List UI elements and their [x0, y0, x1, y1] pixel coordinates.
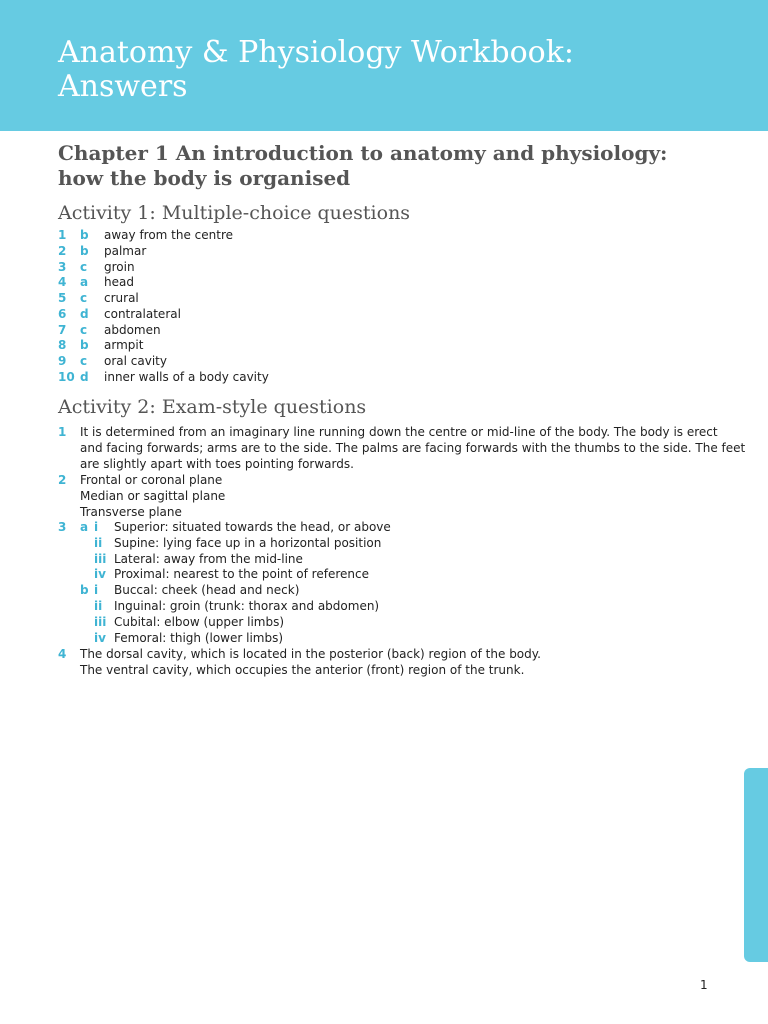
answer-letter: c [80, 259, 88, 274]
part-text: Buccal: cheek (head and neck) [114, 583, 300, 598]
answer-text: oral cavity [104, 354, 167, 368]
answer-line: and facing forwards; arms are to the side. The palms are facing forwards with the thumbs to the side. The feet [80, 440, 746, 455]
part-numeral: iii [94, 614, 107, 629]
exam-question-3 [58, 520, 718, 647]
page-edge-tab [744, 768, 768, 962]
answer-paragraph [80, 425, 746, 472]
list-item [58, 370, 658, 386]
answer-text: contralateral [104, 306, 181, 321]
list-item [58, 260, 658, 276]
part-text: Femoral: thigh (lower limbs) [114, 630, 284, 645]
page-number: 1 [700, 978, 708, 992]
question-number: 9 [58, 354, 67, 368]
answer-paragraph [80, 647, 720, 679]
list-item [58, 228, 658, 244]
answer-letter: d [80, 369, 89, 384]
list-item [80, 520, 700, 536]
answer-text: groin [104, 259, 135, 274]
answer-line: It is determined from an imaginary line running down the centre or mid-line of the body. The body is erect [80, 425, 718, 439]
answer-letter: c [80, 322, 88, 337]
part-numeral: ii [94, 598, 103, 613]
part-numeral: ii [94, 535, 103, 550]
list-item [58, 338, 658, 354]
answer-text: abdomen [104, 322, 161, 337]
question-number: 7 [58, 322, 67, 337]
part-numeral: iii [94, 551, 107, 566]
answer-line: are slightly apart with toes pointing forwards. [80, 456, 354, 471]
part-numeral: i [94, 520, 99, 534]
answer-text: away from the centre [104, 228, 234, 242]
part-text: Supine: lying face up in a horizontal position [114, 535, 382, 550]
part-text: Inguinal: groin (trunk: thorax and abdomen) [114, 598, 380, 613]
answer-line: Median or sagittal plane [80, 488, 226, 503]
question-number: 3 [58, 520, 67, 534]
answer-text: armpit [104, 338, 144, 353]
part-letter: b [80, 583, 89, 598]
list-item [80, 599, 700, 615]
list-item [80, 583, 700, 599]
part-numeral: i [94, 583, 99, 598]
question-number: 3 [58, 259, 67, 274]
workbook-title-line-2: Answers [58, 69, 188, 104]
question-number: 10 [58, 369, 75, 384]
exam-question-1 [58, 425, 746, 473]
header-banner [0, 0, 768, 131]
part-text: Proximal: nearest to the point of reference [114, 567, 369, 582]
activity-2-heading: Activity 2: Exam-style questions [58, 396, 367, 418]
list-item [58, 354, 658, 370]
answer-line: The ventral cavity, which occupies the anterior (front) region of the trunk. [80, 662, 525, 677]
chapter-title-line-2: how the body is organised [58, 165, 351, 190]
answer-letter: a [80, 275, 89, 290]
answer-text: crural [104, 291, 139, 305]
list-item [80, 615, 700, 631]
list-item [80, 631, 700, 647]
answer-text: head [104, 275, 134, 290]
list-item [58, 291, 658, 307]
chapter-title [58, 141, 738, 190]
part-numeral: iv [94, 567, 106, 582]
answer-text: palmar [104, 243, 147, 258]
list-item [58, 244, 658, 260]
workbook-title [58, 36, 738, 104]
chapter-title-line-1: Chapter 1 An introduction to anatomy and physiology: [58, 141, 668, 165]
answer-letter: b [80, 338, 89, 353]
sub-answer-list [80, 520, 700, 646]
question-number: 1 [58, 425, 67, 439]
question-number: 8 [58, 338, 67, 353]
list-item [58, 323, 658, 339]
exam-question-2 [58, 473, 718, 521]
part-text: Superior: situated towards the head, or above [114, 520, 391, 534]
list-item [80, 552, 700, 568]
answer-line: Frontal or coronal plane [80, 473, 223, 487]
workbook-title-line-1: Anatomy & Physiology Workbook: [58, 35, 575, 70]
list-item [80, 536, 700, 552]
answer-letter: c [80, 354, 88, 368]
list-item [58, 307, 658, 323]
list-item [80, 567, 700, 583]
activity-1-heading: Activity 1: Multiple-choice questions [58, 202, 411, 224]
answer-line: Transverse plane [80, 504, 182, 519]
question-number: 2 [58, 243, 67, 258]
part-text: Cubital: elbow (upper limbs) [114, 614, 285, 629]
answer-line: The dorsal cavity, which is located in the posterior (back) region of the body. [80, 647, 541, 661]
question-number: 4 [58, 647, 67, 661]
answer-letter: b [80, 228, 89, 242]
part-numeral: iv [94, 630, 106, 645]
list-item [58, 275, 658, 291]
question-number: 6 [58, 306, 67, 321]
answer-list [80, 473, 720, 520]
question-number: 1 [58, 228, 67, 242]
answer-letter: d [80, 306, 89, 321]
answer-letter: b [80, 243, 89, 258]
question-number: 5 [58, 291, 67, 305]
exam-question-4 [58, 647, 718, 679]
part-letter: a [80, 520, 89, 534]
question-number: 2 [58, 473, 67, 487]
answer-letter: c [80, 291, 88, 305]
answer-text: inner walls of a body cavity [104, 369, 269, 384]
multiple-choice-answers [58, 228, 658, 386]
question-number: 4 [58, 275, 67, 290]
part-text: Lateral: away from the mid-line [114, 551, 303, 566]
